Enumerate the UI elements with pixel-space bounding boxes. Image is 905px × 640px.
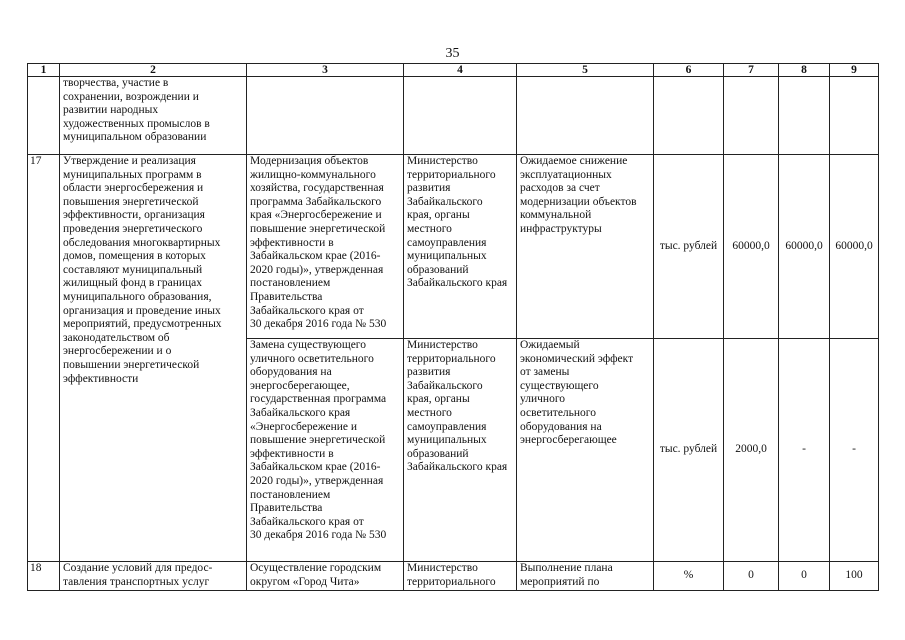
column-header: 2 [60,64,247,77]
table-row [28,562,879,591]
row-number-cell: 18 [28,562,60,591]
table-row [28,77,879,155]
column-header: 7 [724,64,779,77]
executor-cell: Министерство территориального [404,562,517,591]
unit-cell: тыс. рублей [654,155,724,339]
table-header-row [28,64,879,77]
unit-cell [654,77,724,155]
value-cell: 0 [779,562,830,591]
column-header: 8 [779,64,830,77]
result-cell [517,77,654,155]
value-cell [830,77,879,155]
row-number-cell: 17 [28,155,60,562]
value-cell: 100 [830,562,879,591]
measure-cell: Осуществление городским округом «Город Чита» [247,562,404,591]
result-cell: Ожидаемый экономический эффект от замены существующего уличного осветительного оборудования на энергосберегающее [517,339,654,562]
column-header: 5 [517,64,654,77]
value-cell: - [779,339,830,562]
column-header: 1 [28,64,60,77]
task-cell: Создание условий для предос- тавления транспортных услуг [60,562,247,591]
measure-cell: Модернизация объектов жилищно-коммунального хозяйства, государственная программа Забайкальского края «Энергосбережение и повышение энергетической эффективности в Забайкальском крае (2016- 2020 годы)», утвержденная постановлением Правительства Забайкальского края от 30 декабря 2016 года № 530 [247,155,404,339]
column-header: 4 [404,64,517,77]
value-cell: 0 [724,562,779,591]
page-number: 35 [445,46,460,61]
column-header: 3 [247,64,404,77]
result-cell: Выполнение плана мероприятий по [517,562,654,591]
measure-cell [247,77,404,155]
value-cell: 2000,0 [724,339,779,562]
executor-cell [404,77,517,155]
row-number-cell [28,77,60,155]
value-cell: - [830,339,879,562]
executor-cell: Министерство территориального развития Забайкальского края, органы местного самоуправления муниципальных образований Забайкальского края [404,339,517,562]
unit-cell: % [654,562,724,591]
value-cell: 60000,0 [724,155,779,339]
task-cell: Утверждение и реализация муниципальных программ в области энергосбережения и повышения энергетической эффективности, организация проведения энергетического обследования многоквартирных домов, помещения в которых составляют муниципальный жилищный фонд в границах муниципального образования, организация и проведение иных мероприятий, предусмотренных законодательством об энергосбережении и о повышении энергетической эффективности [60,155,247,562]
value-cell [724,77,779,155]
value-cell: 60000,0 [779,155,830,339]
column-header: 9 [830,64,879,77]
measure-cell: Замена существующего уличного осветительного оборудования на энергосберегающее, государственная программа Забайкальского края «Энергосбережение и повышение энергетической эффективности в Забайкальском крае (2016- 2020 годы)», утвержденная постановлением Правительства Забайкальского края от 30 декабря 2016 года № 530 [247,339,404,562]
column-header: 6 [654,64,724,77]
program-table [27,63,879,591]
task-cell: творчества, участие в сохранении, возрождении и развитии народных художественных промыслов в муниципальном образовании [60,77,247,155]
result-cell: Ожидаемое снижение эксплуатационных расходов за счет модернизации объектов коммунальной инфраструктуры [517,155,654,339]
value-cell [779,77,830,155]
table-row [28,155,879,339]
unit-cell: тыс. рублей [654,339,724,562]
value-cell: 60000,0 [830,155,879,339]
executor-cell: Министерство территориального развития Забайкальского края, органы местного самоуправления муниципальных образований Забайкальского края [404,155,517,339]
